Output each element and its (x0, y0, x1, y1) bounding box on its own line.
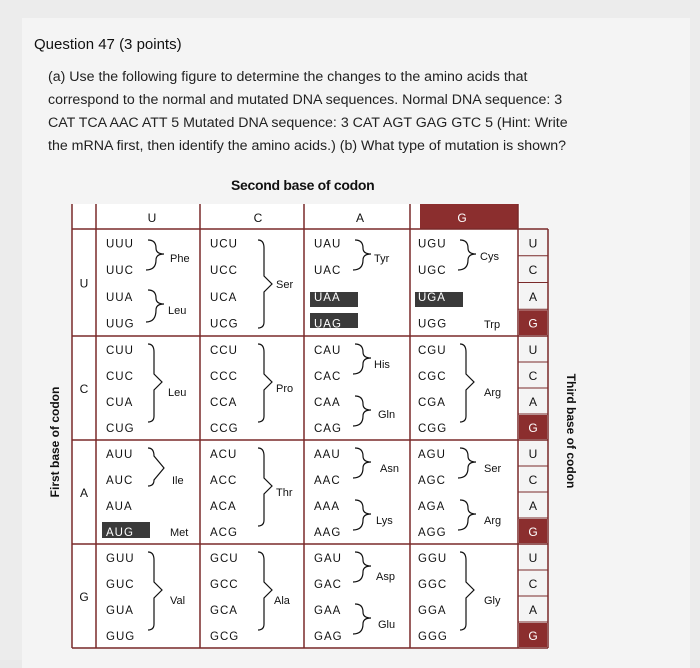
codon-cuc: CUC (106, 371, 134, 383)
question-line: (a) Use the following figure to determine the changes to the amino acids that (48, 69, 528, 85)
aa-ile: Ile (172, 475, 184, 487)
codon-uca: UCA (210, 291, 238, 304)
first-base-c: C (79, 382, 89, 396)
codon-cag: CAG (314, 423, 342, 435)
codon-aga: AGA (418, 501, 446, 513)
aa-pro: Pro (276, 383, 294, 395)
codon-acc: ACC (210, 475, 238, 487)
third-base-u: U (528, 551, 538, 565)
first-base-g: G (79, 590, 89, 604)
aa-gly: Gly (484, 595, 501, 607)
codon-uaa: UAA (314, 291, 341, 304)
aa-arg: Arg (484, 387, 502, 399)
second-base-a: A (355, 211, 365, 225)
aa-met: Met (170, 527, 189, 539)
aa-cys: Cys (480, 251, 499, 263)
codon-aca: ACA (210, 501, 237, 513)
third-base-u: U (528, 343, 538, 357)
codon-gcc: GCC (210, 579, 239, 591)
aa-gln: Gln (378, 409, 396, 421)
first-base-label: First base of codon (48, 386, 62, 498)
codon-cgu: CGU (418, 345, 447, 357)
codon-gga: GGA (418, 605, 447, 617)
third-base-c: C (528, 473, 538, 487)
codon-ccu: CCU (210, 345, 238, 357)
aa-leu2: Leu (168, 387, 187, 399)
codon-gcu: GCU (210, 553, 239, 565)
codon-agc: AGC (418, 475, 446, 487)
third-base-g: G (528, 316, 538, 331)
codon-auc: AUC (106, 475, 134, 487)
third-base-g: G (528, 525, 538, 539)
second-base-g: G (457, 211, 467, 225)
codon-ccg: CCG (210, 423, 239, 435)
codon-aau: AAU (314, 449, 341, 461)
codon-cac: CAC (314, 371, 342, 383)
question-line: correspond to the normal and mutated DNA sequences. Normal DNA sequence: 3 (48, 92, 563, 108)
aa-trp: Trp (484, 319, 501, 331)
third-base-a: A (528, 499, 538, 513)
third-base-g: G (528, 421, 538, 435)
codon-ugg: UGG (418, 318, 448, 331)
codon-agu: AGU (418, 449, 446, 461)
codon-gua: GUA (106, 605, 134, 617)
codon-cca: CCA (210, 397, 238, 409)
question-line: CAT TCA AAC ATT 5 Mutated DNA sequence: 3 CAT AGT GAG GTC 5 (Hint: Write (48, 115, 568, 131)
third-base-c: C (528, 369, 538, 383)
codon-auu: AUU (106, 449, 134, 461)
third-base-u: U (528, 236, 538, 251)
codon-acu: ACU (210, 449, 238, 461)
codon-ugc: UGC (418, 265, 447, 278)
codon-guc: GUC (106, 579, 135, 591)
codon-caa: CAA (314, 397, 341, 409)
aa-leu: Leu (168, 305, 187, 317)
codon-ggg: GGG (418, 631, 448, 643)
codon-ucc: UCC (210, 265, 238, 278)
codon-uga: UGA (418, 291, 446, 304)
question-title: Question 47 (34, 36, 115, 53)
first-base-a: A (79, 486, 89, 500)
codon-gag: GAG (314, 631, 343, 643)
codon-cgg: CGG (418, 423, 448, 435)
aa-arg2: Arg (484, 515, 502, 527)
second-base-u: U (147, 211, 157, 225)
aa-ser2: Ser (484, 463, 502, 475)
table-title: Second base of codon (231, 177, 375, 193)
third-base-u: U (528, 447, 538, 461)
codon-aac: AAC (314, 475, 341, 487)
aa-thr: Thr (276, 487, 293, 499)
codon-aug: AUG (106, 527, 134, 539)
codon-ugu: UGU (418, 238, 447, 251)
aa-ala: Ala (274, 595, 290, 607)
codon-ggu: GGU (418, 553, 448, 565)
third-base-a: A (528, 289, 538, 304)
aa-his: His (374, 359, 390, 371)
aa-ser: Ser (276, 279, 294, 291)
codon-cau: CAU (314, 345, 342, 357)
third-base-label: Third base of codon (564, 373, 578, 489)
codon-ucu: UCU (210, 238, 238, 251)
question-points: (3 points) (119, 36, 182, 53)
third-base-a: A (528, 603, 538, 617)
codon-uua: UUA (106, 291, 134, 304)
third-base-c: C (528, 263, 538, 278)
first-base-u: U (79, 276, 89, 291)
codon-agg: AGG (418, 527, 447, 539)
aa-phe: Phe (170, 253, 190, 265)
codon-cga: CGA (418, 397, 446, 409)
question-line: the mRNA first, then identify the amino acids.) (b) What type of mutation is shown? (48, 138, 567, 154)
codon-ucg: UCG (210, 318, 239, 331)
aa-tyr: Tyr (374, 253, 390, 265)
codon-uac: UAC (314, 265, 342, 278)
codon-uau: UAU (314, 238, 342, 251)
codon-gca: GCA (210, 605, 238, 617)
codon-gug: GUG (106, 631, 136, 643)
codon-gac: GAC (314, 579, 342, 591)
codon-cgc: CGC (418, 371, 447, 383)
codon-aaa: AAA (314, 501, 341, 513)
codon-cug: CUG (106, 423, 135, 435)
codon-gaa: GAA (314, 605, 342, 617)
codon-uuc: UUC (106, 265, 134, 278)
codon-aua: AUA (106, 501, 133, 513)
codon-uug: UUG (106, 318, 135, 331)
aa-asp: Asp (376, 571, 395, 583)
codon-cuu: CUU (106, 345, 134, 357)
table-body (72, 229, 520, 647)
third-base-g: G (528, 629, 538, 643)
codon-uag: UAG (314, 318, 342, 331)
codon-aag: AAG (314, 527, 342, 539)
aa-val: Val (170, 595, 186, 607)
third-base-c: C (528, 577, 538, 591)
codon-cua: CUA (106, 397, 134, 409)
codon-guu: GUU (106, 553, 135, 565)
codon-acg: ACG (210, 527, 238, 539)
second-base-c: C (253, 211, 263, 225)
codon-uuu: UUU (106, 238, 134, 251)
aa-glu: Glu (378, 619, 396, 631)
aa-lys: Lys (376, 515, 393, 527)
codon-gau: GAU (314, 553, 342, 565)
header-cell-g (420, 204, 518, 229)
codon-ccc: CCC (210, 371, 238, 383)
third-base-a: A (528, 395, 538, 409)
codon-gcg: GCG (210, 631, 240, 643)
codon-ggc: GGC (418, 579, 448, 591)
aa-asn: Asn (380, 463, 399, 475)
